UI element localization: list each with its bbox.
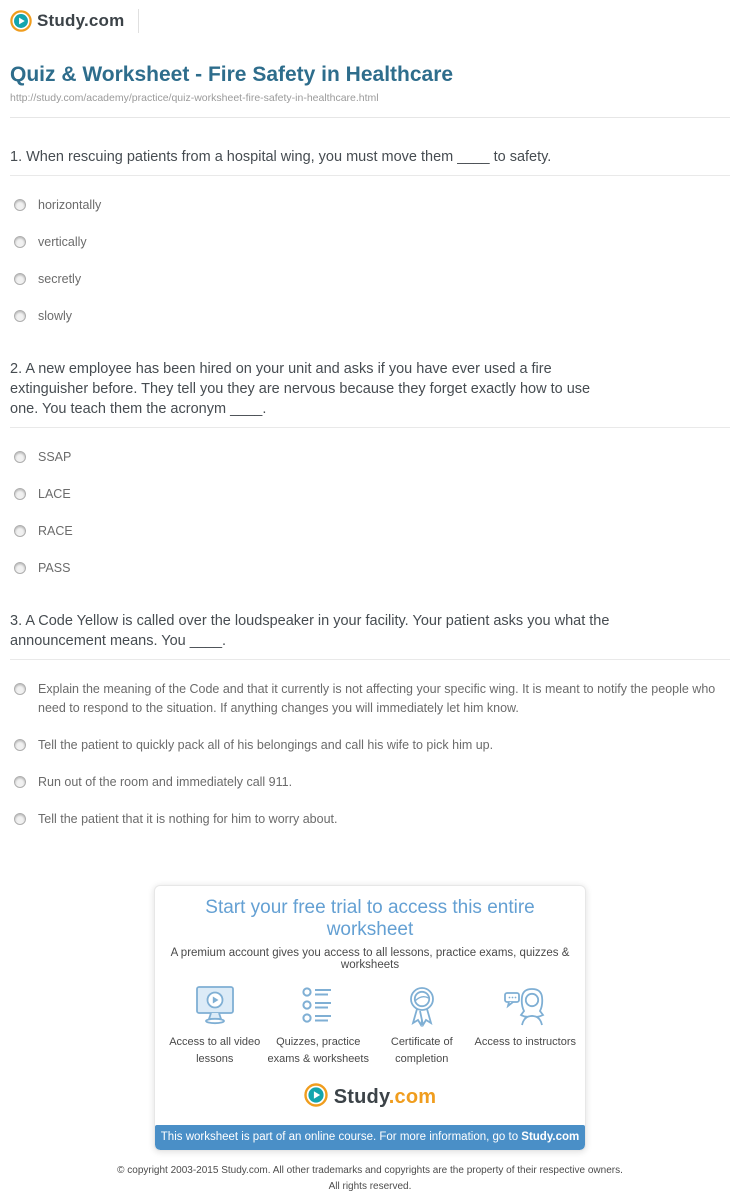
option-row[interactable] <box>10 727 730 764</box>
option-row[interactable] <box>10 298 730 335</box>
option-label[interactable]: SSAP <box>38 450 72 465</box>
logo-text: Study.com <box>333 1086 437 1109</box>
page-url: http://study.com/academy/practice/quiz-worksheet-fire-safety-in-healthcare.html <box>10 92 379 105</box>
option-row[interactable] <box>10 439 730 476</box>
course-info-banner <box>155 1125 585 1150</box>
option-row[interactable] <box>10 550 730 587</box>
quiz-checklist-icon <box>294 985 342 1027</box>
feature-label: Certificate of completion <box>390 1036 453 1065</box>
logo-text: Study.com <box>37 11 125 30</box>
option-label[interactable]: vertically <box>38 235 87 250</box>
copyright-line-2: All rights reserved. <box>328 1181 412 1193</box>
radio-button[interactable] <box>14 739 26 751</box>
option-row[interactable] <box>10 764 730 801</box>
copyright-notice <box>10 1163 730 1195</box>
feature-label: Quizzes, practice exams & worksheets <box>267 1036 369 1065</box>
feature-label: Access to instructors <box>474 1036 576 1049</box>
question-3-options <box>10 671 730 838</box>
option-row[interactable] <box>10 224 730 261</box>
video-monitor-icon <box>191 985 239 1027</box>
feature-instructors <box>474 985 578 1067</box>
radio-button[interactable] <box>14 813 26 825</box>
radio-button[interactable] <box>14 236 26 248</box>
option-label[interactable]: LACE <box>38 487 71 502</box>
radio-button[interactable] <box>14 273 26 285</box>
question-divider <box>10 175 730 176</box>
option-label[interactable]: RACE <box>38 524 73 539</box>
instructor-chat-icon <box>501 985 549 1027</box>
radio-button[interactable] <box>14 562 26 574</box>
radio-button[interactable] <box>14 525 26 537</box>
option-label[interactable]: Run out of the room and immediately call 911. <box>38 775 293 790</box>
radio-button[interactable] <box>14 199 26 211</box>
option-row[interactable] <box>10 187 730 224</box>
option-row[interactable] <box>10 261 730 298</box>
question-divider <box>10 427 730 428</box>
option-row[interactable] <box>10 476 730 513</box>
trial-subheading: A premium account gives you access to all lessons, practice exams, quizzes & worksheets <box>170 947 570 972</box>
certificate-ribbon-icon <box>398 985 446 1027</box>
banner-text: This worksheet is part of an online course. For more information, go to <box>160 1131 522 1144</box>
radio-button[interactable] <box>14 488 26 500</box>
question-text: 2. A new employee has been hired on your unit and asks if you have ever used a fire extinguisher before. They tell you they are nervous because they forget exactly how to use one. You teach them the acronym ____. <box>10 361 591 418</box>
feature-label: Access to all video lessons <box>169 1036 261 1065</box>
option-row[interactable] <box>10 671 730 727</box>
option-label[interactable]: Tell the patient that it is nothing for him to worry about. <box>38 812 338 827</box>
option-label[interactable]: slowly <box>38 309 73 324</box>
feature-certificate <box>370 985 474 1067</box>
question-2-options <box>10 439 730 587</box>
play-circle-icon <box>304 1083 328 1112</box>
question-1-options <box>10 187 730 335</box>
option-row[interactable] <box>10 513 730 550</box>
studycom-logo[interactable] <box>10 9 139 33</box>
option-label[interactable]: Explain the meaning of the Code and that it currently is not affecting your specific wing. It is meant to notify the people who need to respond to the situation. If anything changes you will immediately let him know. <box>38 682 716 716</box>
option-label[interactable]: secretly <box>38 272 82 287</box>
radio-button[interactable] <box>14 310 26 322</box>
trial-heading[interactable]: Start your free trial to access this entire worksheet <box>205 897 535 941</box>
question-divider <box>10 659 730 660</box>
option-label[interactable]: Tell the patient to quickly pack all of his belongings and call his wife to pick him up. <box>38 738 494 753</box>
top-header <box>0 0 740 36</box>
option-label[interactable]: horizontally <box>38 198 102 213</box>
question-text: 1. When rescuing patients from a hospital wing, you must move them ____ to safety. <box>10 149 552 166</box>
option-row[interactable] <box>10 801 730 838</box>
feature-video-lessons <box>163 985 267 1067</box>
copyright-line-1: © copyright 2003-2015 Study.com. All other trademarks and copyrights are the property of their respective owners. <box>117 1165 623 1177</box>
question-3 <box>10 611 730 838</box>
question-2 <box>10 359 730 587</box>
option-label[interactable]: PASS <box>38 561 71 576</box>
radio-button[interactable] <box>14 776 26 788</box>
question-text: 3. A Code Yellow is called over the loudspeaker in your facility. Your patient asks you what the announcement means. You ____. <box>10 613 610 650</box>
play-circle-icon <box>10 10 32 32</box>
card-studycom-logo[interactable] <box>155 1083 585 1112</box>
title-divider <box>10 117 730 118</box>
feature-quizzes <box>267 985 371 1067</box>
free-trial-card <box>154 885 586 1151</box>
banner-studycom-link[interactable]: Study.com <box>521 1131 580 1144</box>
radio-button[interactable] <box>14 451 26 463</box>
feature-list <box>155 985 585 1067</box>
question-1 <box>10 147 730 335</box>
page-title: Quiz & Worksheet - Fire Safety in Healthcare <box>10 63 454 86</box>
radio-button[interactable] <box>14 683 26 695</box>
